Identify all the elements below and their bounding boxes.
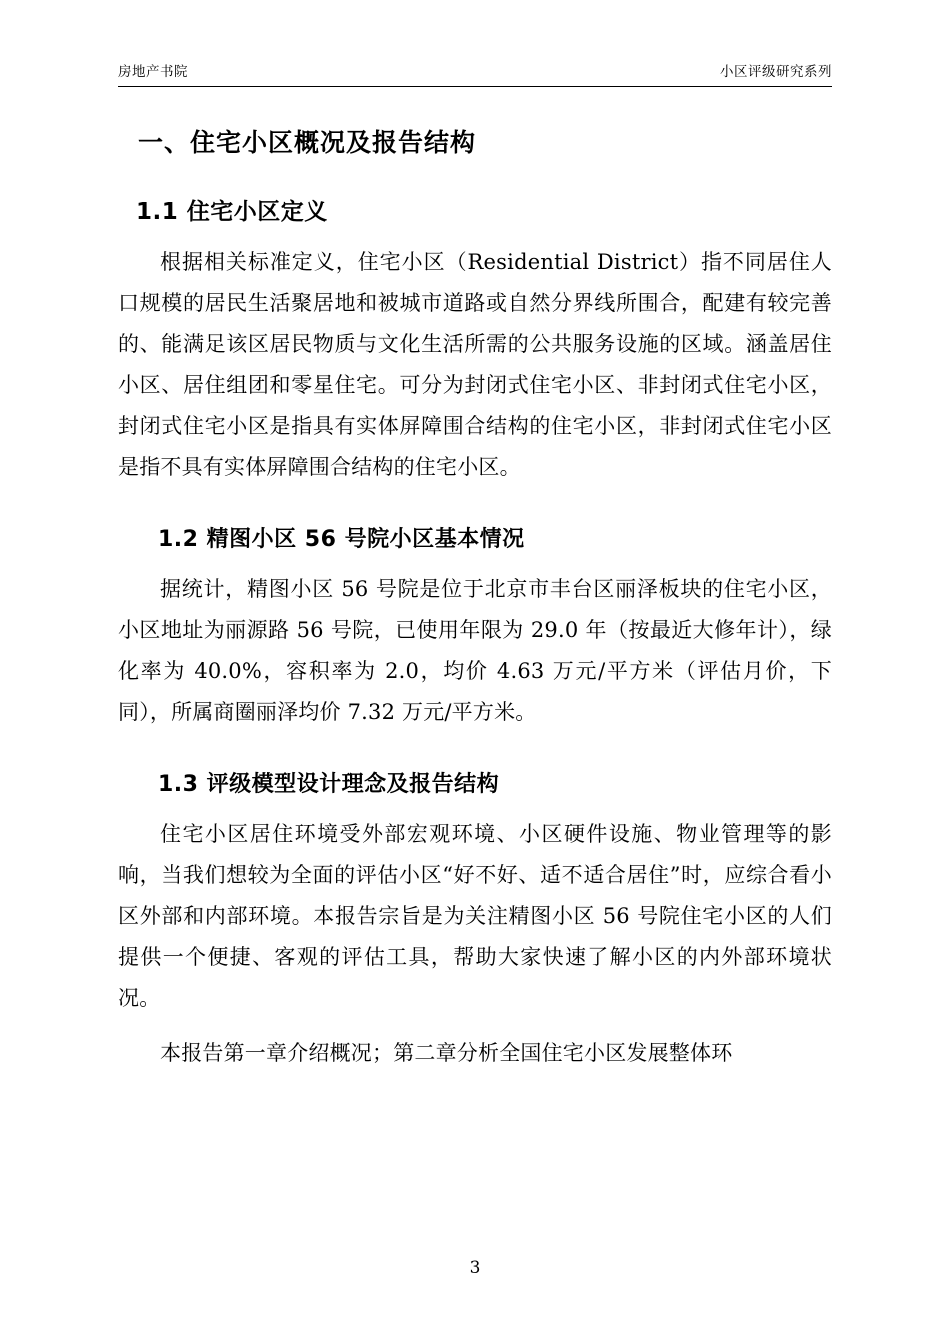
section-title: 一、住宅小区概况及报告结构 [138,128,477,157]
paragraph-1-1: 根据相关标准定义，住宅小区（Residential District）指不同居住人口规模的居民生活聚居地和被城市道路或自然分界线所围合，配建有较完善的、能满足该区居民物质与文化生活所需的公共服务设施的区域。涵盖居住小区、居住组团和零星住宅。可分为封闭式住宅小区、非封闭式住宅小区，封闭式住宅小区是指具有实体屏障围合结构的住宅小区，非封闭式住宅小区是指不具有实体屏障围合结构的住宅小区。 [118,250,832,479]
paragraph-1-3-b: 本报告第一章介绍概况；第二章分析全国住宅小区发展整体环 [160,1041,733,1065]
paragraph-1-2: 据统计，精图小区 56 号院是位于北京市丰台区丽泽板块的住宅小区，小区地址为丽源路 56 号院，已使用年限为 29.0 年（按最近大修年计），绿化率为 40.0%，容积率为 2.0，均价 4.63 万元/平方米（评估月价，下同），所属商圈丽泽均价 7.32 万元/平方米。 [118,577,832,724]
page-content [118,60,832,1074]
paragraph-1-3-a: 住宅小区居住环境受外部宏观环境、小区硬件设施、物业管理等的影响，当我们想较为全面的评估小区“好不好、适不适合居住”时，应综合看小区外部和内部环境。本报告宗旨是为关注精图小区 56 号院住宅小区的人们提供一个便捷、客观的评估工具，帮助大家快速了解小区的内外部环境状况。 [118,822,832,1010]
subsection-title-1-1: 1.1 住宅小区定义 [136,199,328,225]
header-left-text: 房地产书院 [118,64,188,80]
header-right-text: 小区评级研究系列 [720,64,832,80]
subsection-title-1-2: 1.2 精图小区 56 号院小区基本情况 [158,527,525,552]
subsection-title-1-3: 1.3 评级模型设计理念及报告结构 [158,772,500,797]
page-number: 3 [469,1258,481,1278]
page-header [118,60,832,87]
